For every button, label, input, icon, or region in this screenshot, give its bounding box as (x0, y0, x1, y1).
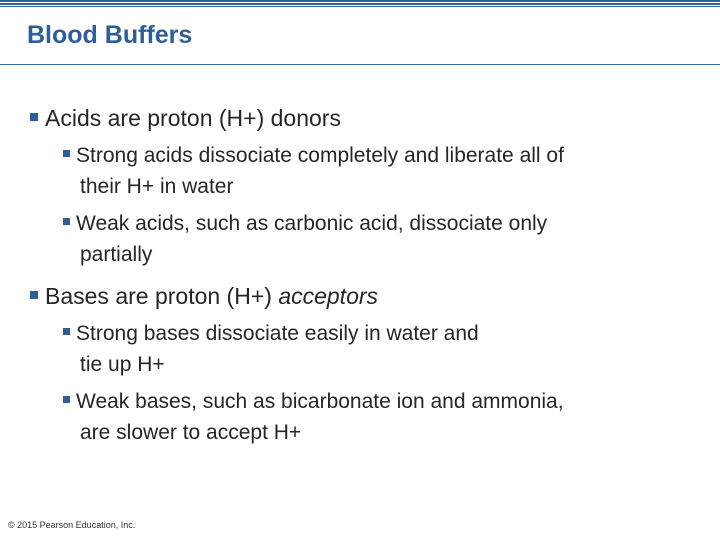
square-bullet-icon (30, 291, 38, 299)
bullet-acids-text: Acids are proton (H+) donors (45, 105, 341, 131)
square-bullet-icon (63, 328, 70, 335)
square-bullet-icon (63, 150, 70, 157)
top-stripe-bar (0, 0, 720, 7)
sub-bullet-line: Strong acids dissociate completely and liberate all of (76, 144, 564, 167)
sub-bullet-line: Strong bases dissociate easily in water and (76, 322, 479, 345)
sub-bullet-line: partially (80, 243, 153, 266)
slide-title: Blood Buffers (27, 21, 193, 49)
sub-bullet-line: Weak acids, such as carbonic acid, dissociate only (76, 212, 548, 235)
sub-bullet-line: tie up H+ (80, 353, 165, 376)
square-bullet-icon (63, 218, 70, 225)
sub-bullet-line: their H+ in water (80, 175, 234, 198)
bullet-bases-text: Bases are proton (H+) (45, 283, 279, 309)
sub-bullet-strong-acids (63, 140, 703, 202)
bullet-bases (30, 280, 378, 312)
bullet-bases-italic: acceptors (278, 283, 379, 309)
title-divider (0, 64, 720, 65)
square-bullet-icon (63, 396, 70, 403)
square-bullet-icon (30, 113, 38, 121)
sub-bullet-line: are slower to accept H+ (80, 421, 302, 444)
bullet-acids (30, 102, 341, 134)
sub-bullet-weak-acids (63, 208, 703, 270)
sub-bullet-line: Weak bases, such as bicarbonate ion and ammonia, (76, 390, 564, 413)
sub-bullet-weak-bases (63, 386, 703, 448)
copyright-notice: © 2015 Pearson Education, Inc. (8, 520, 136, 530)
sub-bullet-strong-bases (63, 318, 703, 380)
